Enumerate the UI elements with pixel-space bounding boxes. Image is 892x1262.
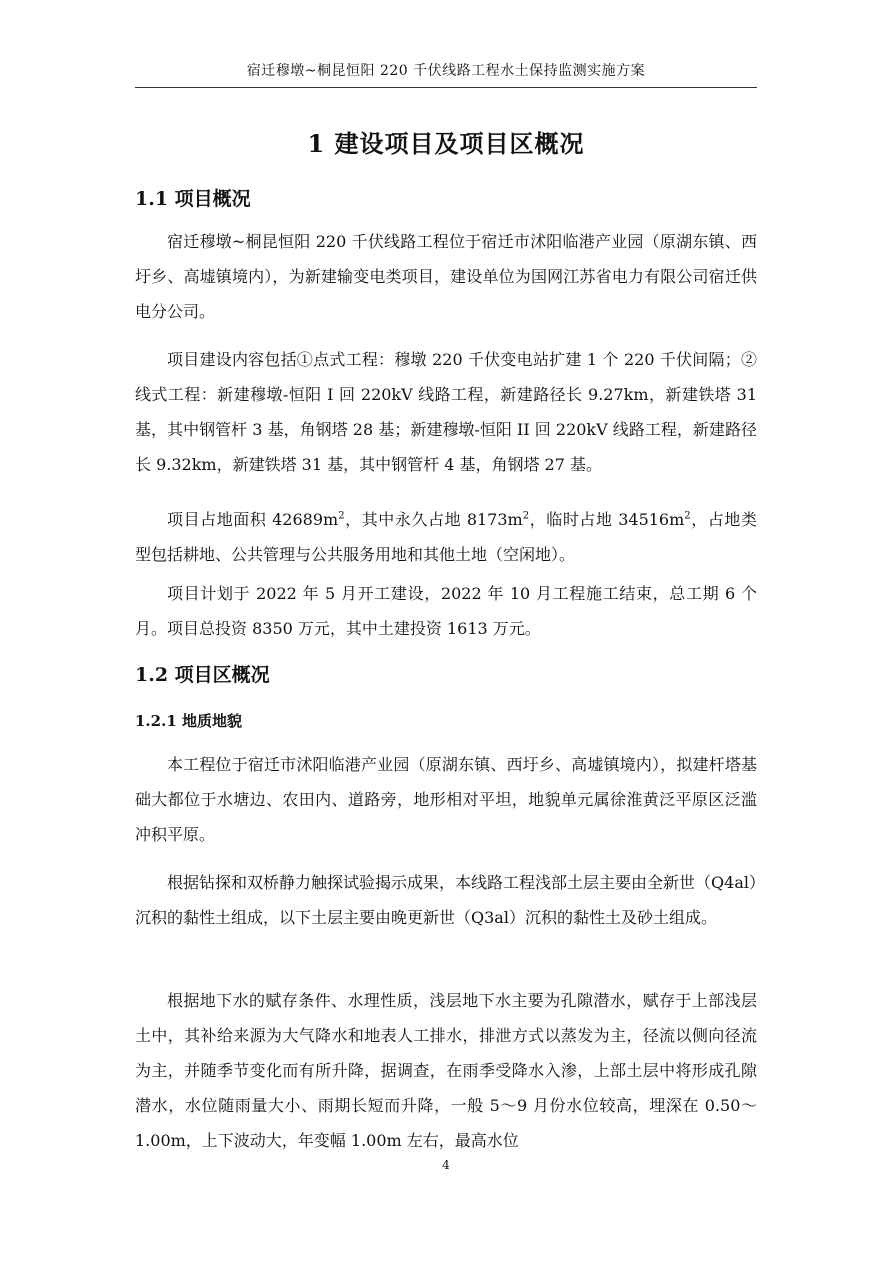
subsection-1-2-1-title: 1.2.1 地质地貌 [135,712,242,730]
header-divider [135,87,757,88]
section-1-1-paragraph-4: 项目计划于 2022 年 5 月开工建设，2022 年 10 月工程施工结束，总工期 6 个月。项目总投资 8350 万元，其中土建投资 1613 万元。 [135,584,757,638]
section-1-1-paragraph-2: 项目建设内容包括①点式工程：穆墩 220 千伏变电站扩建 1 个 220 千伏间隔；②线式工程：新建穆墩-恒阳 I 回 220kV 线路工程，新建路径长 9.27km，新建铁塔 31 基，其中钢管杆 3 基，角钢塔 28 基；新建穆墩-恒阳 II 回 220kV 线路工程，新建路径长 9.32km，新建铁塔 31 基，其中钢管杆 4 基，角钢塔 27 基。 [135,350,757,474]
land-area-text-a: 项目占地面积 42689m [167,510,339,529]
section-1-1-title: 1.1 项目概况 [135,188,251,210]
superscript-2: 2 [684,510,691,522]
subsection-1-2-1-paragraph-2: 根据钻探和双桥静力触探试验揭示成果，本线路工程浅部土层主要由全新世（Q4al）沉积的黏性土组成，以下土层主要由晚更新世（Q3al）沉积的黏性土及砂土组成。 [135,873,757,927]
running-header: 宿迁穆墩~桐昆恒阳 220 千伏线路工程水土保持监测实施方案 [246,63,646,79]
section-1-1-paragraph-1: 宿迁穆墩~桐昆恒阳 220 千伏线路工程位于宿迁市沭阳临港产业园（原湖东镇、西圩乡、高墟镇境内），为新建输变电类项目，建设单位为国网江苏省电力有限公司宿迁供电分公司。 [135,232,757,321]
page-number: 4 [442,1158,450,1172]
section-1-1-paragraph-3 [135,502,757,572]
land-area-text-d: ，占地类型包括耕地、公共管理与公共服务用地和其他土地（空闲地）。 [135,510,757,564]
superscript-2: 2 [338,510,345,522]
chapter-title: 1 建设项目及项目区概况 [307,129,585,158]
section-1-2-title: 1.2 项目区概况 [135,664,270,686]
land-area-text-b: ，其中永久占地 8173m [344,510,523,529]
subsection-1-2-1-paragraph-1: 本工程位于宿迁市沭阳临港产业园（原湖东镇、西圩乡、高墟镇境内），拟建杆塔基础大都位于水塘边、农田内、道路旁，地形相对平坦，地貌单元属徐淮黄泛平原区泛滥冲积平原。 [135,755,757,844]
subsection-1-2-1-paragraph-3: 根据地下水的赋存条件、水理性质，浅层地下水主要为孔隙潜水，赋存于上部浅层土中，其补给来源为大气降水和地表人工排水，排泄方式以蒸发为主，径流以侧向径流为主，并随季节变化而有所升降，据调查，在雨季受降水入渗，上部土层中将形成孔隙潜水，水位随雨量大小、雨期长短而升降，一般 5～9 月份水位较高，埋深在 0.50～1.00m，上下波动大，年变幅 1.00m 左右，最高水位 [135,991,757,1150]
superscript-2: 2 [522,510,530,522]
land-area-text-c: ，临时占地 34516m [529,510,685,529]
